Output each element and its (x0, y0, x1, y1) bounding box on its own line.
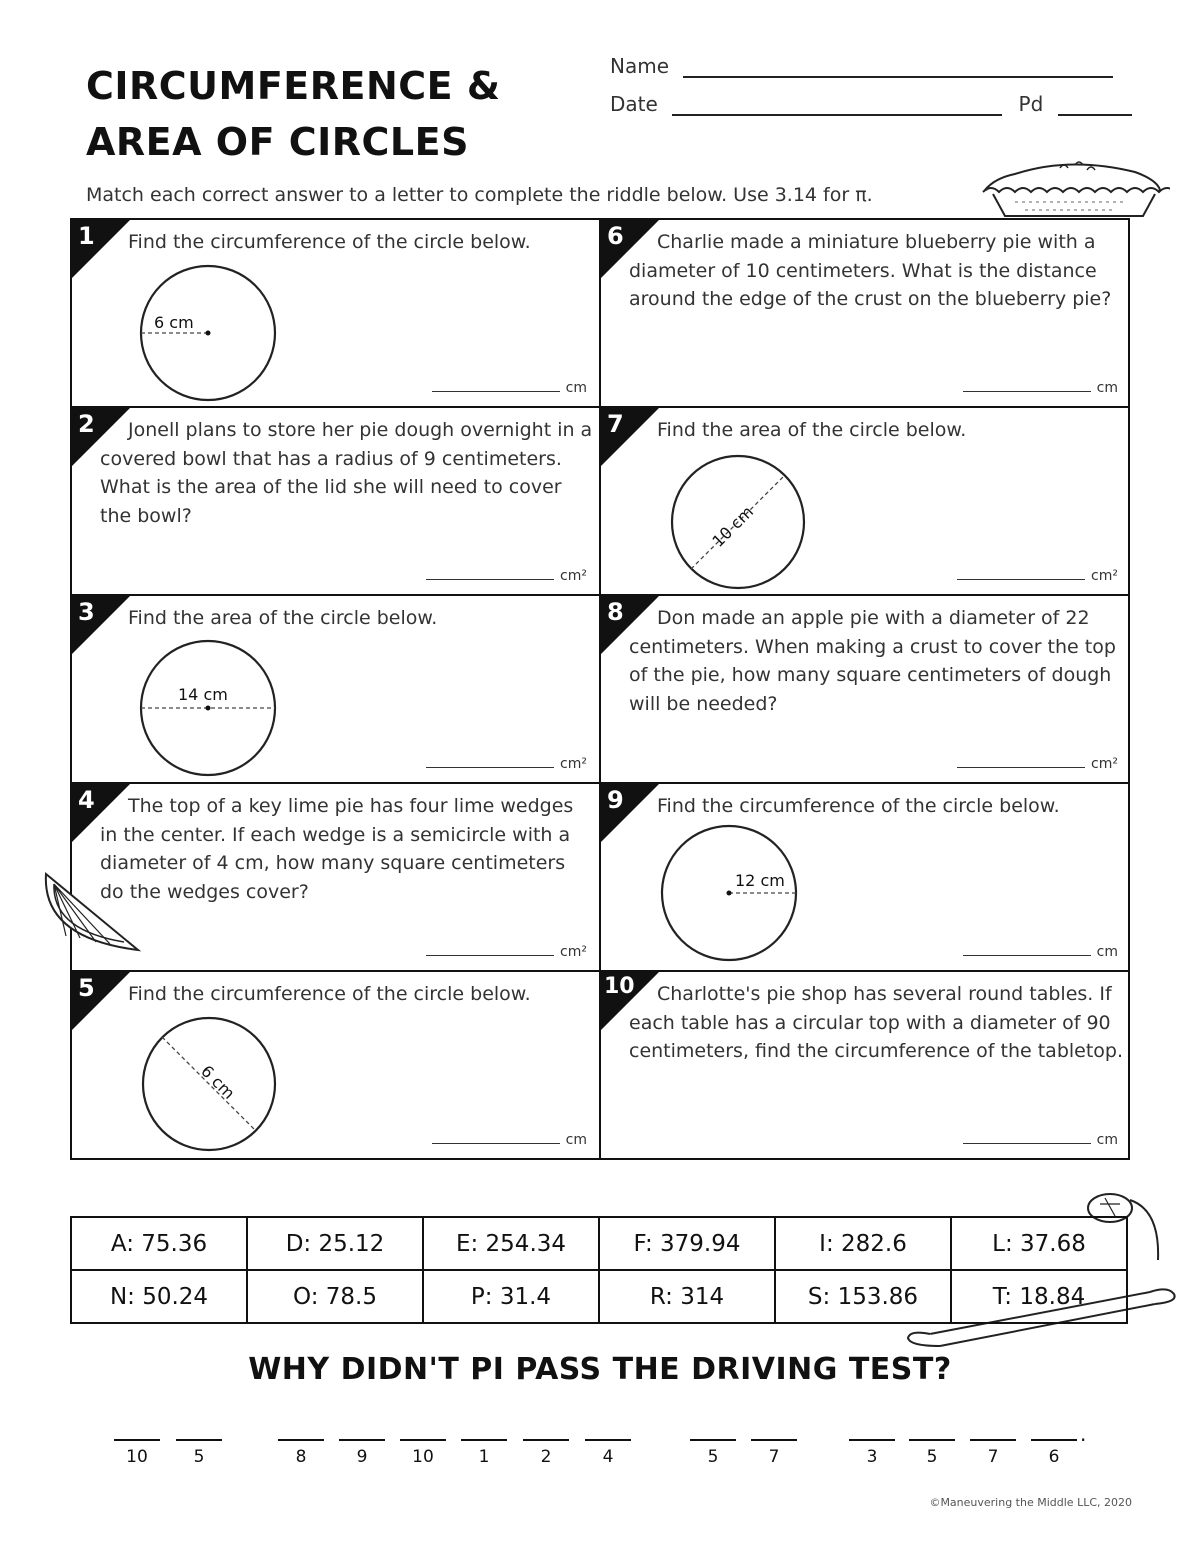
slot-number: 5 (707, 1447, 719, 1467)
answer-unit: cm (1096, 1132, 1118, 1148)
answer-blank (957, 568, 1118, 584)
answer-key-cell: P: 31.4 (423, 1270, 599, 1323)
slot-number: 5 (193, 1447, 205, 1467)
circle-diagram (132, 636, 282, 781)
pie-illustration (975, 150, 1170, 220)
riddle-period: . (1080, 1422, 1087, 1446)
answer-key-cell: N: 50.24 (71, 1270, 247, 1323)
slot-number: 7 (768, 1447, 780, 1467)
answer-blank (957, 756, 1118, 772)
answer-blank (432, 380, 587, 396)
answer-line[interactable] (957, 579, 1085, 580)
circle-diagram (661, 448, 811, 593)
problem-number: 2 (78, 410, 95, 438)
riddle-slot[interactable] (461, 1425, 507, 1467)
problem-text: The top of a key lime pie has four lime wedges in the center. If each wedge is a semicircle with a diameter of 4 cm, how many square centimeters do the wedges cover? (100, 795, 574, 903)
answer-line[interactable] (432, 391, 560, 392)
problems-grid (70, 218, 1130, 1160)
riddle-slot[interactable] (400, 1425, 446, 1467)
lime-wedge-illustration (40, 868, 145, 963)
answer-unit: cm² (1091, 568, 1118, 584)
name-field[interactable] (683, 56, 1113, 78)
answer-blank (426, 568, 587, 584)
problem-5 (72, 972, 601, 1158)
problem-text: Charlie made a miniature blueberry pie with a diameter of 10 centimeters. What is the distance around the edge of the crust on the blueberry pie? (629, 231, 1112, 310)
riddle-slot[interactable] (751, 1425, 797, 1467)
circle-diagram (132, 1012, 282, 1157)
date-field[interactable] (672, 94, 1002, 116)
problem-text: Find the area of the circle below. (657, 419, 967, 441)
problem-number: 3 (78, 598, 95, 626)
riddle-slot[interactable] (585, 1425, 631, 1467)
problem-number: 10 (604, 974, 635, 999)
slot-number: 5 (926, 1447, 938, 1467)
name-row (610, 54, 1113, 78)
riddle-slot[interactable] (909, 1425, 955, 1467)
answer-line[interactable] (963, 955, 1091, 956)
answer-line[interactable] (426, 767, 554, 768)
name-label: Name (610, 54, 670, 78)
slot-number: 6 (1048, 1447, 1060, 1467)
circle-diagram (132, 260, 282, 405)
pd-label: Pd (1018, 92, 1044, 116)
problem-7 (601, 408, 1130, 596)
problem-1 (72, 220, 601, 408)
riddle-question: WHY DIDN'T PI PASS THE DRIVING TEST? (248, 1352, 952, 1387)
answer-line[interactable] (426, 955, 554, 956)
date-row (610, 92, 1132, 116)
problem-6 (601, 220, 1130, 408)
slot-number: 8 (295, 1447, 307, 1467)
problem-text: Jonell plans to store her pie dough overnight in a covered bowl that has a radius of 9 centimeters. What is the area of the lid she will need to cover the bowl? (100, 419, 593, 527)
answer-blank (963, 1132, 1118, 1148)
answer-key-row (71, 1217, 1127, 1270)
problem-number: 5 (78, 974, 95, 1002)
answer-blank (432, 1132, 587, 1148)
answer-blank (426, 944, 587, 960)
answer-unit: cm (1096, 380, 1118, 396)
pd-field[interactable] (1058, 94, 1132, 116)
problem-10 (601, 972, 1130, 1158)
problem-text: Find the circumference of the circle below. (657, 795, 1060, 817)
problem-9 (601, 784, 1130, 972)
riddle-slot[interactable] (278, 1425, 324, 1467)
problem-text: Find the area of the circle below. (128, 607, 438, 629)
instructions: Match each correct answer to a letter to complete the riddle below. Use 3.14 for π. (86, 184, 873, 206)
riddle-slot[interactable] (176, 1425, 222, 1467)
slot-number: 1 (478, 1447, 490, 1467)
copyright-notice: ©Maneuvering the Middle LLC, 2020 (929, 1496, 1132, 1509)
answer-line[interactable] (957, 767, 1085, 768)
problem-text: Find the circumference of the circle below. (128, 231, 531, 253)
answer-key-cell: T: 18.84 (951, 1270, 1127, 1323)
answer-key-cell: S: 153.86 (775, 1270, 951, 1323)
answer-unit: cm² (560, 756, 587, 772)
answer-unit: cm² (560, 568, 587, 584)
answer-key-cell: F: 379.94 (599, 1217, 775, 1270)
problem-3 (72, 596, 601, 784)
riddle-slot[interactable] (339, 1425, 385, 1467)
answer-unit: cm² (1091, 756, 1118, 772)
problem-number: 6 (607, 222, 624, 250)
answer-key-cell: R: 314 (599, 1270, 775, 1323)
riddle-slot[interactable] (1031, 1425, 1077, 1467)
answer-blank (963, 944, 1118, 960)
radius-label: 12 cm (735, 871, 785, 890)
answer-blank (426, 756, 587, 772)
answer-unit: cm (565, 1132, 587, 1148)
answer-key-table (70, 1216, 1128, 1324)
circle-diagram (657, 824, 807, 969)
answer-key-cell: D: 25.12 (247, 1217, 423, 1270)
slot-number: 9 (356, 1447, 368, 1467)
answer-line[interactable] (432, 1143, 560, 1144)
riddle-slot[interactable] (849, 1425, 895, 1467)
problem-number: 8 (607, 598, 624, 626)
answer-line[interactable] (426, 579, 554, 580)
answer-blank (963, 380, 1118, 396)
answer-unit: cm² (560, 944, 587, 960)
riddle-slot[interactable] (114, 1425, 160, 1467)
answer-key-cell: E: 254.34 (423, 1217, 599, 1270)
slot-number: 10 (126, 1447, 148, 1467)
problem-4 (72, 784, 601, 972)
slot-number: 2 (540, 1447, 552, 1467)
problem-text: Charlotte's pie shop has several round tables. If each table has a circular top with a diameter of 90 centimeters, find the circumference of the tabletop. (629, 983, 1124, 1062)
answer-key-cell: A: 75.36 (71, 1217, 247, 1270)
slot-number: 4 (602, 1447, 614, 1467)
answer-line[interactable] (963, 391, 1091, 392)
worksheet-title: CIRCUMFERENCE & AREA OF CIRCLES (86, 64, 501, 164)
problem-number: 1 (78, 222, 95, 250)
problem-8 (601, 596, 1130, 784)
answer-key-cell: L: 37.68 (951, 1217, 1127, 1270)
slot-number: 10 (412, 1447, 434, 1467)
diameter-label: 6 cm (197, 1061, 239, 1103)
riddle-slot[interactable] (970, 1425, 1016, 1467)
date-label: Date (610, 92, 658, 116)
answer-key-row (71, 1270, 1127, 1323)
answer-line[interactable] (963, 1143, 1091, 1144)
answer-unit: cm (1096, 944, 1118, 960)
answer-unit: cm (565, 380, 587, 396)
problem-number: 4 (78, 786, 95, 814)
slot-number: 7 (987, 1447, 999, 1467)
problem-text: Find the circumference of the circle below. (128, 983, 531, 1005)
problem-text: Don made an apple pie with a diameter of 22 centimeters. When making a crust to cover the top of the pie, how many square centimeters of dough will be needed? (629, 607, 1116, 715)
radius-label: 6 cm (154, 313, 194, 332)
problem-2 (72, 408, 601, 596)
riddle-slot[interactable] (690, 1425, 736, 1467)
problem-number: 9 (607, 786, 624, 814)
answer-key-cell: I: 282.6 (775, 1217, 951, 1270)
problem-number: 7 (607, 410, 624, 438)
riddle-slot[interactable] (523, 1425, 569, 1467)
slot-number: 3 (866, 1447, 878, 1467)
diameter-label: 14 cm (178, 685, 228, 704)
answer-key-cell: O: 78.5 (247, 1270, 423, 1323)
diameter-label: 10 cm (708, 502, 758, 551)
